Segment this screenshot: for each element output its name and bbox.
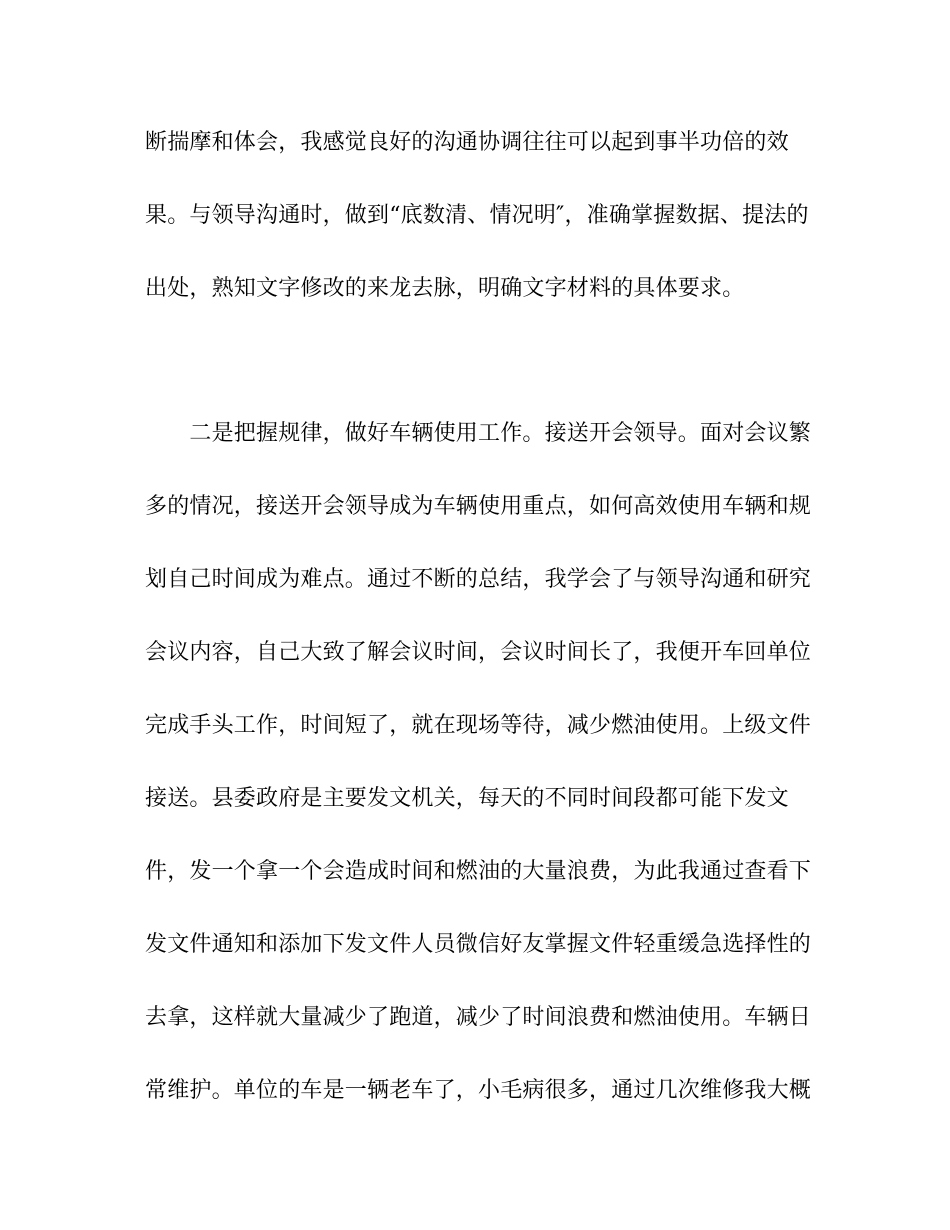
text-line: 发文件通知和添加下发文件人员微信好友掌握文件轻重缓急选择性的 [145,932,812,957]
text-line: 常维护。单位的车是一辆老车了，小毛病很多，通过几次维修我大概 [145,1078,812,1103]
text-line: 出处，熟知文字修改的来龙去脉，明确文字材料的具体要求。 [145,276,745,301]
text-line: 会议内容，自己大致了解会议时间，会议时间长了，我便开车回单位 [145,640,812,665]
text-line: 完成手头工作，时间短了，就在现场等待，减少燃油使用。上级文件 [145,713,812,738]
text-line: 件，发一个拿一个会造成时间和燃油的大量浪费，为此我通过查看下 [145,859,812,884]
text-line: 划自己时间成为难点。通过不断的总结，我学会了与领导沟通和研究 [145,567,812,592]
text-line: 去拿，这样就大量减少了跑道，减少了时间浪费和燃油使用。车辆日 [145,1005,812,1030]
text-line: 二是把握规律，做好车辆使用工作。接送开会领导。面对会议繁 [145,421,812,446]
text-line: 果。与领导沟通时，做到“底数清、情况明″，准确掌握数据、提法的 [145,203,809,228]
text-line: 多的情况，接送开会领导成为车辆使用重点，如何高效使用车辆和规 [145,494,812,519]
text-line: 接送。县委政府是主要发文机关，每天的不同时间段都可能下发文 [145,786,789,811]
text-line: 断揣摩和体会，我感觉良好的沟通协调往往可以起到事半功倍的效 [145,130,789,155]
